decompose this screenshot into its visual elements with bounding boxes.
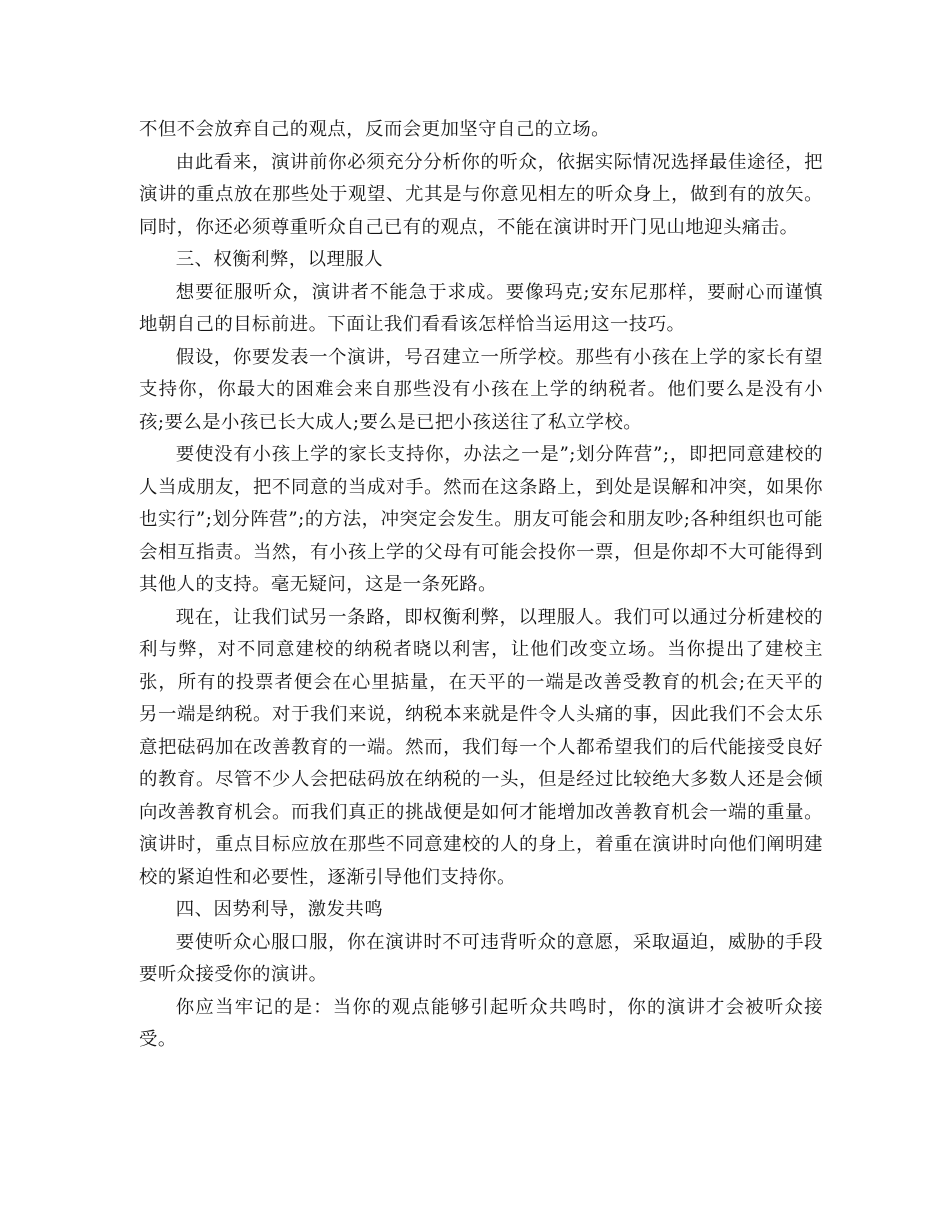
paragraph-continuation: 不但不会放弃自己的观点，反而会更加坚守自己的立场。	[139, 119, 611, 140]
paragraph-resonance: 你应当牢记的是：当你的观点能够引起听众共鸣时，你的演讲才会被听众接受。	[139, 996, 823, 1050]
section-heading-4: 四、因势利导，激发共鸣	[175, 899, 384, 920]
section-heading-3: 三、权衡利弊，以理服人	[175, 249, 384, 270]
paragraph-divide-camps: 要使没有小孩上学的家长支持你，办法之一是”;划分阵营”;，即把同意建校的人当成朋友，把不同意的当成对手。然而在这条路上，到处是误解和冲突，如果你也实行”;划分阵营”;的方法，冲突定会发生。朋友可能会和朋友吵;各种组织也可能会相互指责。当然，有小孩上学的父母有可能会投你一票，但是你却不大可能得到其他人的支持。毫无疑问，这是一条死路。	[139, 444, 823, 595]
paragraph-school-example: 假设，你要发表一个演讲，号召建立一所学校。那些有小孩在上学的家长有望支持你，你最大的困难会来自那些没有小孩在上学的纳税者。他们要么是没有小孩;要么是小孩已长大成人;要么是已把小孩送往了私立学校。	[139, 346, 823, 433]
paragraph-patience: 想要征服听众，演讲者不能急于求成。要像玛克;安东尼那样，要耐心而谨慎地朝自己的目标前进。下面让我们看看该怎样恰当运用这一技巧。	[139, 281, 823, 335]
document-body	[139, 114, 823, 1057]
paragraph-no-coercion: 要使听众心服口服，你在演讲时不可违背听众的意愿，采取逼迫，威胁的手段要听众接受你的演讲。	[139, 931, 823, 985]
paragraph-weigh-pros-cons: 现在，让我们试另一条路，即权衡利弊，以理服人。我们可以通过分析建校的利与弊，对不同意建校的纳税者晓以利害，让他们改变立场。当你提出了建校主张，所有的投票者便会在心里掂量，在天平的一端是改善受教育的机会;在天平的另一端是纳税。对于我们来说，纳税本来就是件令人头痛的事，因此我们不会太乐意把砝码加在改善教育的一端。然而，我们每一个人都希望我们的后代能接受良好的教育。尽管不少人会把砝码放在纳税的一头，但是经过比较绝大多数人还是会倾向改善教育机会。而我们真正的挑战便是如何才能增加改善教育机会一端的重量。演讲时，重点目标应放在那些不同意建校的人的身上，着重在演讲时向他们阐明建校的紧迫性和必要性，逐渐引导他们支持你。	[139, 606, 823, 888]
paragraph-analyze-audience: 由此看来，演讲前你必须充分分析你的听众，依据实际情况选择最佳途径，把演讲的重点放在那些处于观望、尤其是与你意见相左的听众身上，做到有的放矢。同时，你还必须尊重听众自己已有的观点，不能在演讲时开门见山地迎头痛击。	[139, 151, 823, 238]
